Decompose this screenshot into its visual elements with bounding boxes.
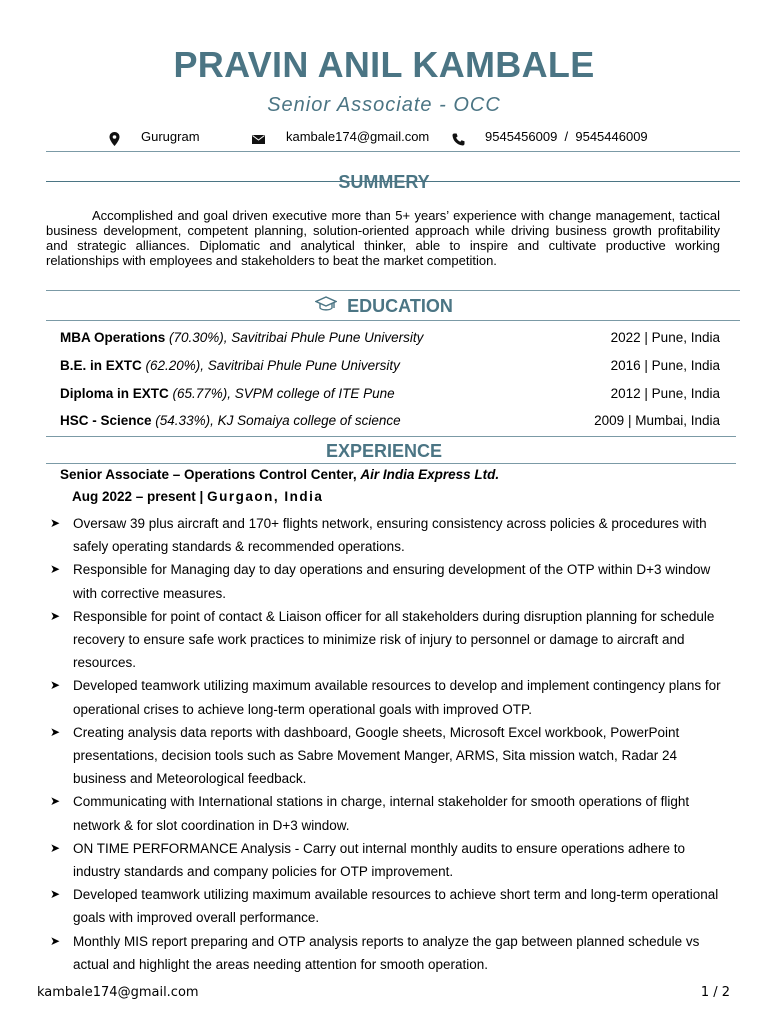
education-heading-label: EDUCATION (347, 296, 453, 316)
experience-bullet (48, 790, 728, 836)
education-score: (70.30%) (165, 330, 224, 345)
email-link[interactable]: kambale174@gmail.com (286, 129, 430, 144)
arrow-bullet-icon: ➤ (50, 794, 61, 809)
job-title (60, 467, 499, 482)
arrow-bullet-icon: ➤ (50, 562, 61, 577)
education-bottom-divider (46, 320, 740, 321)
arrow-bullet-icon: ➤ (50, 887, 61, 902)
job-date-range: Aug 2022 – present | (72, 489, 208, 504)
bullet-text: Creating analysis data reports with dashboard, Google sheets, Microsoft Excel workbook, PowerPoint presentations, decision tools such as Sabre Movement Manger, ARMS, Sita mission watch, Radar 24 business and Meteorological feedback. (73, 724, 680, 787)
education-score: (54.33%) (151, 413, 211, 428)
education-degree: Diploma in EXTC (60, 386, 169, 401)
education-row (60, 330, 720, 345)
education-entry (60, 330, 423, 345)
footer-email: kambale174@gmail.com (37, 985, 199, 1000)
phone-icon (452, 133, 465, 146)
experience-bullet (48, 930, 728, 976)
bullet-text: ON TIME PERFORMANCE Analysis - Carry out internal monthly audits to ensure operations adhere to industry standards and company policies for OTP improvement. (73, 840, 686, 880)
education-entry (60, 358, 400, 373)
education-institution: , KJ Somaiya college of science (210, 413, 401, 428)
education-year-place: 2016 | Pune, India (610, 358, 720, 373)
education-entry (60, 413, 401, 428)
job-location: Gurgaon, India (207, 489, 324, 504)
arrow-bullet-icon: ➤ (50, 933, 61, 948)
bullet-text: Developed teamwork utilizing maximum available resources to achieve short term and long-term operational goals with improved overall performance. (73, 887, 719, 926)
education-year-place: 2022 | Pune, India (610, 330, 720, 345)
experience-bullet (48, 837, 728, 883)
job-company: Air India Express Ltd. (360, 467, 500, 482)
education-top-divider (46, 290, 740, 291)
education-degree: HSC - Science (60, 413, 152, 428)
job-dates (72, 489, 323, 504)
graduation-cap-icon (315, 296, 337, 317)
experience-top-divider (46, 436, 736, 437)
bullet-text: Developed teamwork utilizing maximum available resources to develop and implement contingency plans for operational crises to achieve long-term operational goals with improved OTP. (73, 678, 721, 717)
experience-bullet (48, 558, 728, 604)
header-divider (46, 151, 740, 152)
candidate-role: Senior Associate - OCC (267, 94, 501, 116)
envelope-icon (252, 135, 265, 144)
education-score: (62.20%) (141, 358, 201, 373)
summary-heading-rule (46, 181, 740, 182)
education-row (60, 413, 720, 428)
arrow-bullet-icon: ➤ (50, 678, 61, 693)
education-year-place: 2012 | Pune, India (610, 386, 720, 401)
education-entry (60, 386, 395, 401)
education-row (60, 386, 720, 401)
experience-heading: EXPERIENCE (325, 441, 443, 461)
arrow-bullet-icon: ➤ (50, 724, 61, 739)
candidate-name: PRAVIN ANIL KAMBALE (173, 44, 595, 85)
education-row (60, 358, 720, 373)
education-degree: B.E. in EXTC (60, 358, 142, 373)
experience-bullet (48, 721, 728, 791)
bullet-text: Monthly MIS report preparing and OTP analysis reports to analyze the gap between planned schedule vs actual and highlight the areas needing attention for smooth operation. (73, 933, 700, 972)
bullet-text: Responsible for Managing day to day operations and ensuring development of the OTP within D+3 window with corrective measures. (73, 562, 711, 601)
summary-text: Accomplished and goal driven executive more than 5+ years’ experience with change management, tactical business development, competent planning, solution-oriented approach while driving business growth profitability and strategic alliances. Diplomatic and analytical thinker, able to inspire and cultivate productive working relationships with employees and stakeholders to beat the market competition. (46, 208, 720, 268)
arrow-bullet-icon: ➤ (50, 608, 61, 623)
location-pin-icon (109, 132, 120, 146)
location-text: Gurugram (141, 129, 200, 144)
experience-bottom-divider (46, 463, 736, 464)
experience-bullet (48, 512, 728, 558)
education-year-place: 2009 | Mumbai, India (594, 413, 720, 428)
arrow-bullet-icon: ➤ (50, 516, 61, 530)
experience-bullet-list (48, 512, 728, 976)
phone-numbers[interactable]: 9545456009 / 9545446009 (485, 129, 648, 144)
job-position: Senior Associate – Operations Control Center, (60, 467, 361, 482)
bullet-text: Oversaw 39 plus aircraft and 170+ flights network, ensuring consistency across policies & procedures with safely operating standards & recommended operations. (73, 516, 707, 555)
education-institution: , Savitribai Phule Pune University (200, 358, 400, 373)
education-institution: , SVPM college of ITE Pune (227, 386, 395, 401)
experience-bullet (48, 883, 728, 929)
education-institution: , Savitribai Phule Pune University (223, 330, 424, 345)
bullet-text: Communicating with International stations in charge, internal stakeholder for smooth operations of flight network & for slot coordination in D+3 window. (73, 794, 690, 833)
arrow-bullet-icon: ➤ (50, 840, 61, 855)
contact-bar (0, 129, 768, 149)
education-degree: MBA Operations (60, 330, 166, 345)
page-number: 1 / 2 (700, 985, 730, 1000)
experience-bullet (48, 605, 728, 675)
summary-heading: SUMMERY (338, 172, 430, 192)
experience-bullet (48, 674, 728, 720)
education-heading (0, 296, 768, 317)
education-score: (65.77%) (168, 386, 228, 401)
bullet-text: Responsible for point of contact & Liaison officer for all stakeholders during disruption planning for schedule recovery to ensure safe work practices to minimize risk of injury to personnel or damage to aircraft and resources. (73, 608, 715, 671)
